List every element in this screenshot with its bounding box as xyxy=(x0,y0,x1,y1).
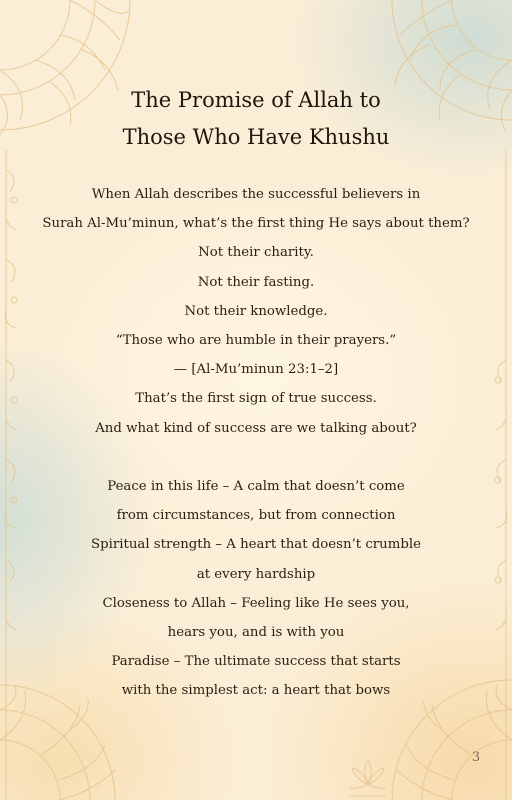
vine-border-icon xyxy=(5,150,17,800)
vine-border-icon xyxy=(495,150,507,800)
text-line: hears you, and is with you xyxy=(167,625,345,641)
body-text xyxy=(20,180,492,706)
text-line: Not their charity. xyxy=(198,245,314,261)
citation-line: — [Al-Mu’minun 23:1–2] xyxy=(173,362,339,378)
paragraph-gap xyxy=(20,443,492,472)
text-line: Paradise – The ultimate success that starts xyxy=(111,654,401,670)
page-number: 3 xyxy=(471,750,481,765)
quote-line: “Those who are humble in their prayers.” xyxy=(115,333,397,349)
text-line: with the simplest act: a heart that bows xyxy=(121,683,391,699)
text-line: Peace in this life – A calm that doesn’t come xyxy=(107,479,405,495)
text-line: Closeness to Allah – Feeling like He sees you, xyxy=(102,595,410,611)
lotus-ornament-icon xyxy=(350,760,386,796)
page-title xyxy=(0,82,512,156)
text-line: from circumstances, but from connection xyxy=(116,508,396,524)
text-line: Surah Al-Mu’minun, what’s the first thing He says about them? xyxy=(42,216,470,232)
title-line: The Promise of Allah to xyxy=(131,88,381,112)
text-line: And what kind of success are we talking about? xyxy=(95,420,417,436)
text-line: That’s the first sign of true success. xyxy=(135,391,377,407)
text-line: at every hardship xyxy=(196,566,316,582)
text-line: When Allah describes the successful believers in xyxy=(91,187,421,202)
text-line: Not their fasting. xyxy=(197,274,315,290)
text-line: Spiritual strength – A heart that doesn’t crumble xyxy=(91,537,421,553)
text-line: Not their knowledge. xyxy=(184,303,328,319)
title-line: Those Who Have Khushu xyxy=(122,125,390,149)
